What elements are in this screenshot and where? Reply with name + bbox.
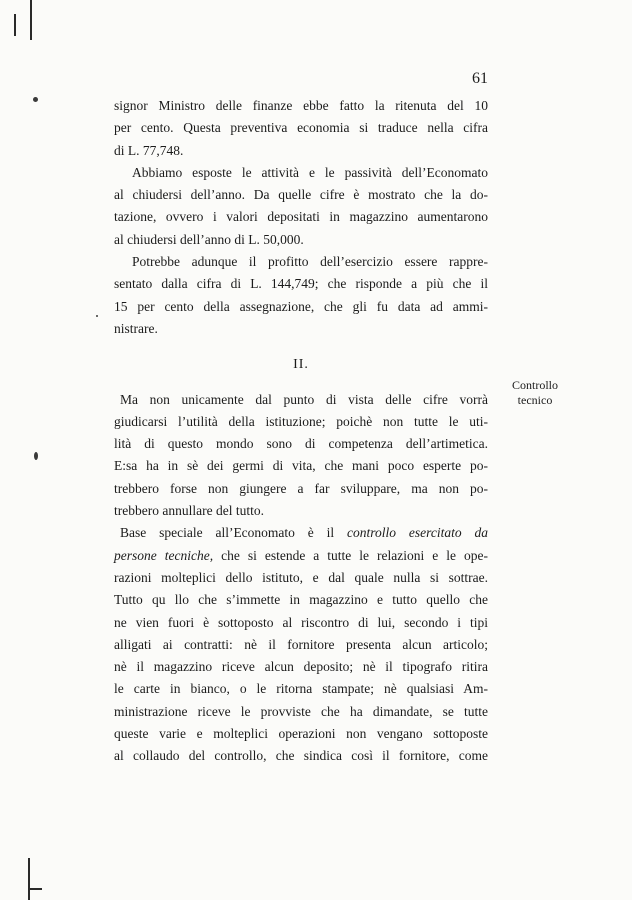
text-line: Potrebbe adunque il profitto dell’esercizio essere rappre-: [132, 254, 488, 270]
text-line: [114, 522, 488, 544]
text-line: 15 per cento della assegnazione, che gli fu data ad ammi-: [114, 298, 488, 314]
scan-edge-mark-bottom: [28, 858, 30, 900]
text-line: razioni molteplici dello istituto, e dal quale nulla si sottrae.: [114, 569, 488, 585]
text-line: trebbero annullare del tutto.: [114, 503, 264, 519]
paragraph: [114, 522, 488, 767]
text-line: per cento. Questa preventiva economia si traduce nella cifra: [114, 120, 488, 136]
margin-note-line: Controllo: [511, 378, 558, 392]
italic-run: persone tecniche,: [114, 547, 214, 563]
ink-spot: [34, 452, 38, 460]
text-line: giudicarsi l’utilità della istituzione; poichè non tutte le uti-: [114, 413, 488, 429]
text-line: al collaudo del controllo, che sindica così il fornitore, come: [114, 748, 488, 764]
text-run: che si estende a tutte le relazioni e le ope-: [221, 547, 488, 563]
text-line: lità di questo mondo sono di competenza dell’artimetica.: [114, 436, 488, 452]
scan-edge-mark-top2: [14, 14, 16, 36]
text-line: al chiudersi dell’anno di L. 50,000.: [114, 231, 304, 247]
scan-edge-mark-bottom2: [28, 888, 42, 890]
text-line: ministrazione riceve le provviste che ha dimandate, se tutte: [114, 703, 488, 719]
italic-run: controllo esercitato da: [347, 525, 488, 541]
paragraph: [114, 251, 488, 340]
text-line: al chiudersi dell’anno. Da quelle cifre è mostrato che la do-: [114, 187, 488, 203]
text-line: tazione, ovvero i valori depositati in magazzino aumentarono: [114, 209, 488, 225]
text-line: trebbero forse non giungere a far sviluppare, ma non po-: [114, 480, 488, 496]
section-heading: II.: [293, 357, 309, 373]
text-line: Abbiamo esposte le attività e le passività dell’Economato: [132, 164, 488, 180]
paragraph: [114, 389, 488, 523]
text-line: ne vien fuori è sottoposto al riscontro di lui, secondo i tipi: [114, 614, 488, 630]
text-line: Ma non unicamente dal punto di vista delle cifre vorrà: [120, 391, 488, 407]
margin-note: [500, 378, 570, 408]
paragraph: [114, 162, 488, 251]
text-line: queste varie e molteplici operazioni non vengano sottoposte: [114, 726, 488, 742]
text-line: alligati ai contratti: nè il fornitore presenta alcun articolo;: [114, 636, 488, 652]
ink-spot: [33, 97, 38, 102]
text-line: le carte in bianco, o le ritorna stampate; nè qualsiasi Am-: [114, 681, 488, 697]
text-line: nistrare.: [114, 320, 158, 336]
text-line: Tutto qu llo che s’immette in magazzino e tutto quello che: [114, 592, 488, 608]
body-text: [114, 95, 488, 768]
text-line: sentato dalla cifra di L. 144,749; che risponde a più che il: [114, 276, 488, 292]
text-run: Base speciale all’Economato è il: [120, 525, 335, 541]
text-line: nè il magazzino riceve alcun deposito; nè il tipografo ritira: [114, 659, 488, 675]
ink-spot: [96, 315, 98, 317]
paragraph: [114, 95, 488, 162]
text-line: di L. 77,748.: [114, 142, 184, 158]
text-line: [114, 545, 488, 567]
scan-edge-mark-top: [30, 0, 32, 40]
page-number: 61: [472, 70, 488, 87]
text-line: E:sa ha in sè dei germi di vita, che mani poco esperte po-: [114, 458, 488, 474]
text-line: signor Ministro delle finanze ebbe fatto la ritenuta del 10: [114, 98, 488, 113]
margin-note-line: tecnico: [517, 393, 553, 407]
